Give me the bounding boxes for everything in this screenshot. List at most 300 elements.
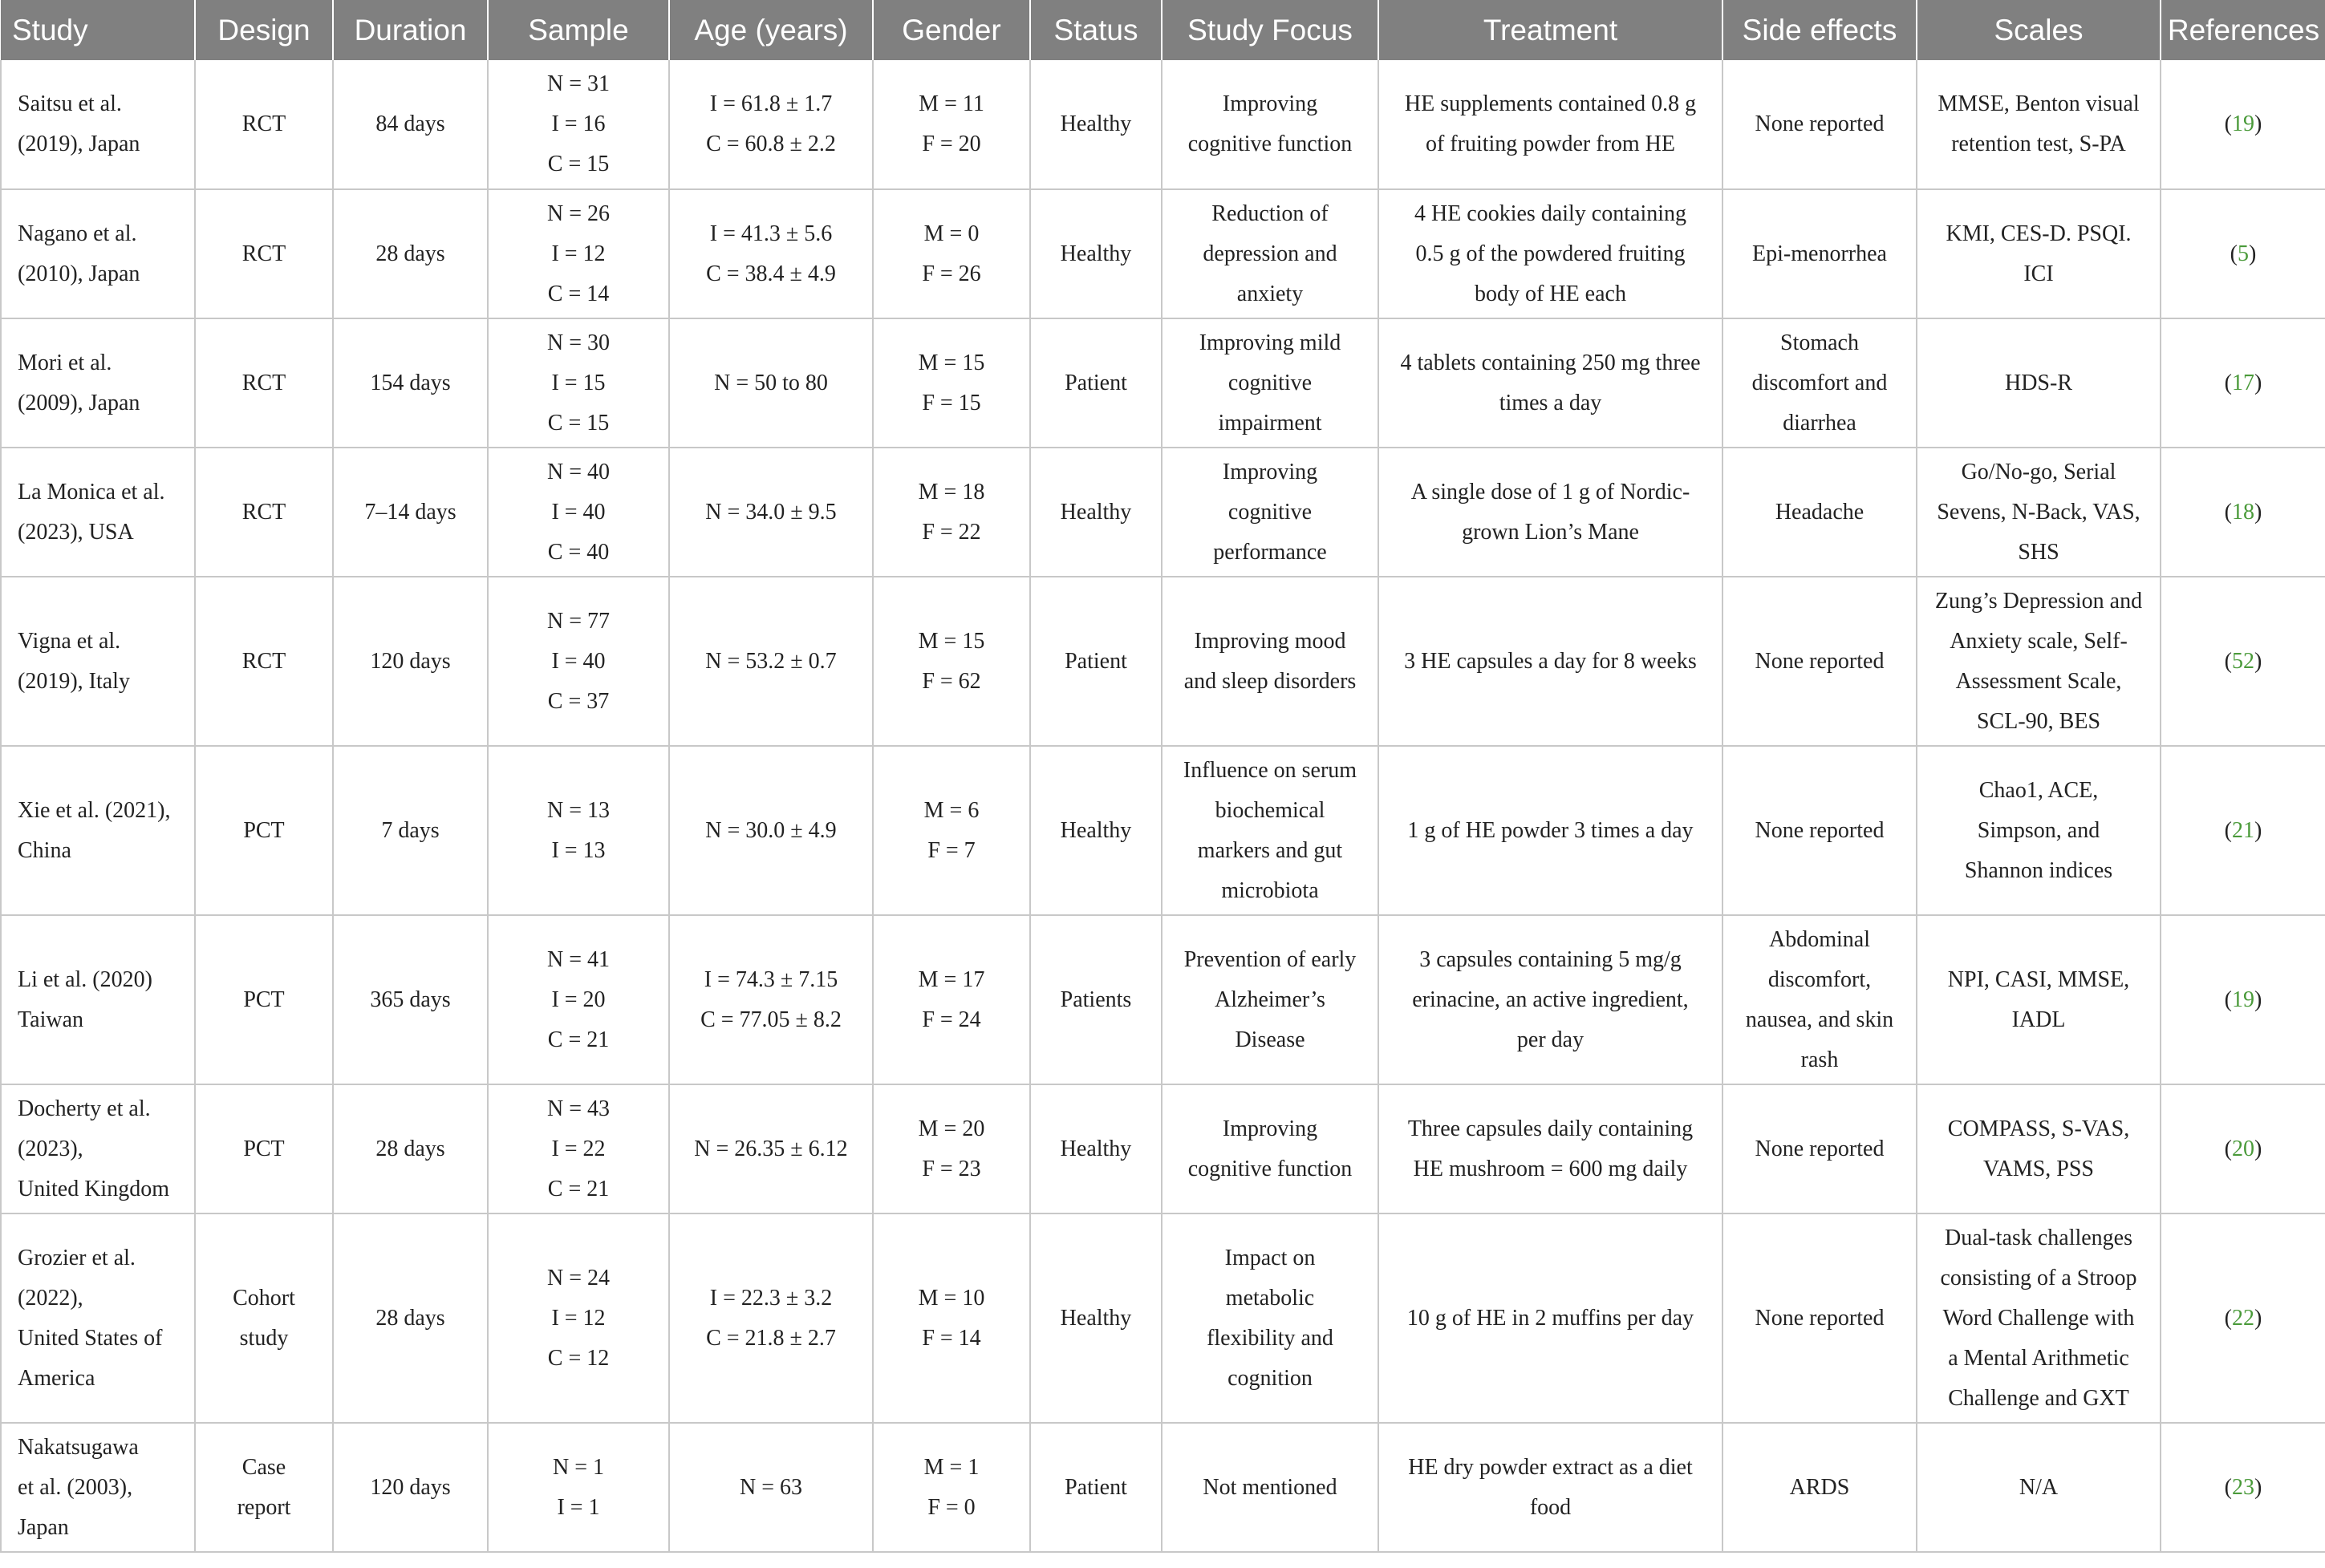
cell-line: I = 22 xyxy=(551,1136,606,1161)
cell-line: I = 40 xyxy=(551,648,606,674)
cell-line: Three capsules daily containing xyxy=(1407,1116,1694,1141)
cell-line: Patient xyxy=(1065,370,1127,395)
open-paren: ( xyxy=(2224,1136,2232,1161)
scales-cell xyxy=(1917,1423,2161,1552)
duration-cell xyxy=(333,318,488,448)
cell-line: Anxiety scale, Self- xyxy=(1950,628,2128,654)
age-cell xyxy=(669,1084,873,1213)
cell-line: 28 days xyxy=(375,1305,445,1331)
cell-line: M = 0 xyxy=(923,221,980,246)
gender-cell xyxy=(873,1084,1030,1213)
cell-line: cognitive xyxy=(1227,499,1313,525)
cell-line: Dual-task challenges xyxy=(1944,1225,2133,1250)
table-row xyxy=(1,60,2325,189)
cell-line: Headache xyxy=(1775,499,1864,525)
gender-cell xyxy=(873,448,1030,577)
cell-line: erinacine, an active ingredient, xyxy=(1412,987,1689,1012)
cell-line: M = 10 xyxy=(918,1285,985,1311)
scales-cell xyxy=(1917,448,2161,577)
study-cell xyxy=(1,448,195,577)
references-cell xyxy=(2161,318,2325,448)
cell-line: 84 days xyxy=(375,111,445,136)
treatment-cell xyxy=(1378,1213,1722,1423)
cell-line: N = 63 xyxy=(739,1474,802,1500)
table-header-row xyxy=(1,0,2325,60)
cell-line: COMPASS, S-VAS, xyxy=(1947,1116,2130,1141)
cell-line: 10 g of HE in 2 muffins per day xyxy=(1406,1305,1694,1331)
study-focus-cell xyxy=(1162,318,1378,448)
scales-cell xyxy=(1917,577,2161,746)
cell-line: SHS xyxy=(2018,539,2059,565)
cell-line: Xie et al. (2021), xyxy=(18,797,171,823)
open-paren: ( xyxy=(2224,987,2232,1012)
references-cell xyxy=(2161,746,2325,915)
side-effects-cell xyxy=(1722,448,1917,577)
cell-line: Improving xyxy=(1222,91,1318,116)
study-focus-cell xyxy=(1162,1213,1378,1423)
cell-line: I = 20 xyxy=(551,987,606,1012)
scales-cell xyxy=(1917,189,2161,318)
scales-cell xyxy=(1917,746,2161,915)
table-row xyxy=(1,189,2325,318)
cell-line: HDS-R xyxy=(2004,370,2072,395)
cell-line: C = 38.4 ± 4.9 xyxy=(706,261,836,286)
references-cell xyxy=(2161,1084,2325,1213)
status-cell xyxy=(1030,448,1162,577)
column-header-gender: Gender xyxy=(873,0,1030,60)
cell-line: metabolic xyxy=(1225,1285,1315,1311)
side-effects-cell xyxy=(1722,915,1917,1084)
cell-line: N = 31 xyxy=(546,71,610,96)
references-cell xyxy=(2161,448,2325,577)
column-header-scales: Scales xyxy=(1917,0,2161,60)
cell-line: Healthy xyxy=(1060,1305,1132,1331)
cell-line: N = 40 xyxy=(546,459,610,484)
cell-line: PCT xyxy=(243,817,285,843)
cell-line: N = 1 xyxy=(552,1454,604,1480)
cell-line: C = 15 xyxy=(547,410,610,436)
scales-cell xyxy=(1917,1084,2161,1213)
cell-line: RCT xyxy=(241,111,286,136)
status-cell xyxy=(1030,1213,1162,1423)
cell-line: F = 62 xyxy=(922,668,981,694)
status-cell xyxy=(1030,189,1162,318)
cell-line: Japan xyxy=(18,1514,69,1540)
side-effects-cell xyxy=(1722,1084,1917,1213)
sample-cell xyxy=(488,1084,669,1213)
cell-line: times a day xyxy=(1499,390,1602,415)
cell-line: I = 22.3 ± 3.2 xyxy=(709,1285,833,1311)
close-paren: ) xyxy=(2254,648,2262,674)
study-focus-cell xyxy=(1162,915,1378,1084)
cell-line: markers and gut xyxy=(1197,837,1343,863)
reference-link[interactable]: 21 xyxy=(2232,817,2254,843)
cell-line: 120 days xyxy=(370,648,451,674)
cell-line: Taiwan xyxy=(18,1007,84,1032)
cell-line: (2022), xyxy=(18,1285,83,1311)
cell-line: Patients xyxy=(1060,987,1132,1012)
study-focus-cell xyxy=(1162,1423,1378,1552)
study-cell xyxy=(1,60,195,189)
sample-cell xyxy=(488,1213,669,1423)
column-header-age-years: Age (years) xyxy=(669,0,873,60)
cell-line: body of HE each xyxy=(1475,281,1626,306)
cell-line: N = 77 xyxy=(546,608,610,634)
sample-cell xyxy=(488,1423,669,1552)
duration-cell xyxy=(333,915,488,1084)
cell-line: Abdominal xyxy=(1769,926,1870,952)
column-header-side-effects: Side effects xyxy=(1722,0,1917,60)
cell-line: of fruiting powder from HE xyxy=(1425,132,1676,156)
cell-line: Improving xyxy=(1222,459,1318,484)
references-cell xyxy=(2161,915,2325,1084)
cell-line: Nakatsugawa xyxy=(18,1434,139,1460)
cell-line: impairment xyxy=(1218,410,1322,436)
reference-link[interactable]: 52 xyxy=(2232,648,2254,674)
age-cell xyxy=(669,1423,873,1552)
cell-line: F = 15 xyxy=(922,390,981,415)
cell-line: M = 15 xyxy=(918,628,985,654)
table-row xyxy=(1,746,2325,915)
cell-line: I = 13 xyxy=(551,837,606,863)
close-paren: ) xyxy=(2254,370,2262,395)
cell-line: microbiota xyxy=(1221,877,1319,903)
cell-line: 1 g of HE powder 3 times a day xyxy=(1407,817,1694,843)
cell-line: None reported xyxy=(1755,111,1885,136)
cell-line: 7 days xyxy=(381,817,440,843)
duration-cell xyxy=(333,577,488,746)
reference-link[interactable]: 5 xyxy=(2238,241,2249,266)
cell-line: 120 days xyxy=(370,1474,451,1500)
cell-line: RCT xyxy=(241,648,286,674)
cell-line: Chao1, ACE, xyxy=(1978,777,2099,803)
table-body xyxy=(1,60,2325,1552)
cell-line: (2023), USA xyxy=(18,519,134,545)
column-header-duration: Duration xyxy=(333,0,488,60)
treatment-cell xyxy=(1378,189,1722,318)
sample-cell xyxy=(488,189,669,318)
cell-line: Nagano et al. xyxy=(18,221,137,246)
cell-line: Grozier et al. xyxy=(18,1245,136,1270)
study-focus-cell xyxy=(1162,448,1378,577)
cell-line: C = 21.8 ± 2.7 xyxy=(706,1325,836,1351)
treatment-cell xyxy=(1378,746,1722,915)
cell-line: Improving mood xyxy=(1194,628,1346,654)
cell-line: ICI xyxy=(2023,261,2054,286)
treatment-cell xyxy=(1378,318,1722,448)
cell-line: Healthy xyxy=(1060,1136,1132,1161)
cell-line: flexibility and xyxy=(1207,1325,1333,1351)
open-paren: ( xyxy=(2224,499,2232,525)
status-cell xyxy=(1030,1423,1162,1552)
reference-link[interactable]: 17 xyxy=(2232,370,2254,395)
cell-line: C = 77.05 ± 8.2 xyxy=(700,1007,842,1032)
cell-line: Zung’s Depression and xyxy=(1934,588,2143,614)
gender-cell xyxy=(873,60,1030,189)
scales-cell xyxy=(1917,1213,2161,1423)
duration-cell xyxy=(333,1213,488,1423)
column-header-treatment: Treatment xyxy=(1378,0,1722,60)
cell-line: America xyxy=(18,1365,95,1391)
study-cell xyxy=(1,577,195,746)
cell-line: a Mental Arithmetic xyxy=(1948,1345,2129,1371)
open-paren: ( xyxy=(2224,648,2232,674)
cell-line: 365 days xyxy=(370,987,451,1012)
cell-line: I = 12 xyxy=(551,1305,606,1331)
references-cell xyxy=(2161,1213,2325,1423)
treatment-cell xyxy=(1378,1423,1722,1552)
cell-line: M = 11 xyxy=(919,91,984,116)
study-focus-cell xyxy=(1162,189,1378,318)
cell-line: Case xyxy=(241,1454,286,1480)
cell-line: HE supplements contained 0.8 g xyxy=(1404,91,1697,116)
study-focus-cell xyxy=(1162,577,1378,746)
treatment-cell xyxy=(1378,448,1722,577)
cell-line: nausea, and skin xyxy=(1745,1007,1894,1032)
cell-line: ARDS xyxy=(1789,1474,1850,1500)
cell-line: None reported xyxy=(1755,817,1885,843)
age-cell xyxy=(669,577,873,746)
table-row xyxy=(1,1423,2325,1552)
cell-line: C = 37 xyxy=(547,688,610,714)
cell-line: China xyxy=(18,837,71,863)
sample-cell xyxy=(488,448,669,577)
cell-line: N = 30 xyxy=(546,330,610,355)
cell-line: 154 days xyxy=(370,370,451,395)
cell-line: None reported xyxy=(1755,648,1885,674)
cell-line: C = 15 xyxy=(547,152,610,176)
cell-line: I = 1 xyxy=(557,1494,600,1520)
cell-line: report xyxy=(237,1494,291,1520)
cell-line: RCT xyxy=(241,370,286,395)
cell-line: C = 21 xyxy=(547,1176,610,1201)
cell-line: discomfort, xyxy=(1767,966,1872,992)
cell-line: F = 26 xyxy=(922,261,981,286)
cell-line: Simpson, and xyxy=(1977,817,2100,843)
cell-line: cognitive function xyxy=(1187,132,1353,156)
table-row xyxy=(1,1213,2325,1423)
design-cell xyxy=(195,318,333,448)
reference-link[interactable]: 20 xyxy=(2232,1136,2254,1161)
reference-link[interactable]: 23 xyxy=(2232,1474,2254,1500)
design-cell xyxy=(195,448,333,577)
cell-line: N = 53.2 ± 0.7 xyxy=(705,648,837,674)
cell-line: HE mushroom = 600 mg daily xyxy=(1413,1156,1688,1181)
cell-line: N = 24 xyxy=(546,1265,610,1290)
cell-line: Go/No-go, Serial xyxy=(1961,459,2116,484)
cell-line: Assessment Scale, xyxy=(1955,668,2122,694)
cell-line: retention test, S-PA xyxy=(1951,132,2126,156)
cell-line: I = 15 xyxy=(551,370,606,395)
age-cell xyxy=(669,318,873,448)
cell-line: C = 12 xyxy=(547,1345,610,1371)
treatment-cell xyxy=(1378,60,1722,189)
table-row xyxy=(1,318,2325,448)
cell-line: Influence on serum xyxy=(1183,757,1357,783)
cell-line: Patient xyxy=(1065,648,1127,674)
sample-cell xyxy=(488,318,669,448)
cell-line: and sleep disorders xyxy=(1183,668,1357,694)
cell-line: Prevention of early xyxy=(1183,946,1357,972)
open-paren: ( xyxy=(2224,1305,2232,1331)
study-cell xyxy=(1,1213,195,1423)
cell-line: Stomach xyxy=(1780,330,1859,355)
cell-line: anxiety xyxy=(1236,281,1304,306)
cell-line: M = 17 xyxy=(918,966,985,992)
cell-line: C = 60.8 ± 2.2 xyxy=(706,132,836,156)
gender-cell xyxy=(873,1423,1030,1552)
cell-line: diarrhea xyxy=(1783,410,1856,436)
cell-line: Healthy xyxy=(1060,111,1132,136)
cell-line: Not mentioned xyxy=(1203,1474,1337,1500)
cell-line: grown Lion’s Mane xyxy=(1462,519,1639,545)
close-paren: ) xyxy=(2254,1136,2262,1161)
status-cell xyxy=(1030,1084,1162,1213)
design-cell xyxy=(195,577,333,746)
study-cell xyxy=(1,915,195,1084)
cell-line: United States of xyxy=(18,1325,163,1351)
design-cell xyxy=(195,1213,333,1423)
cell-line: PCT xyxy=(243,1136,285,1161)
cell-line: food xyxy=(1529,1494,1572,1520)
cell-line: I = 16 xyxy=(551,111,606,136)
cell-line: F = 24 xyxy=(922,1007,981,1032)
cell-line: Healthy xyxy=(1060,241,1132,266)
cell-line: M = 6 xyxy=(923,797,980,823)
treatment-cell xyxy=(1378,915,1722,1084)
cell-line: F = 20 xyxy=(922,132,981,156)
status-cell xyxy=(1030,318,1162,448)
sample-cell xyxy=(488,915,669,1084)
study-cell xyxy=(1,746,195,915)
cell-line: M = 1 xyxy=(923,1454,980,1480)
cell-line: IADL xyxy=(2011,1007,2066,1032)
status-cell xyxy=(1030,746,1162,915)
age-cell xyxy=(669,915,873,1084)
status-cell xyxy=(1030,915,1162,1084)
reference-link[interactable]: 19 xyxy=(2232,987,2254,1012)
cell-line: discomfort and xyxy=(1751,370,1888,395)
gender-cell xyxy=(873,1213,1030,1423)
table-row xyxy=(1,1084,2325,1213)
cell-line: C = 40 xyxy=(547,539,610,565)
cell-line: 3 capsules containing 5 mg/g xyxy=(1419,946,1682,972)
cell-line: I = 12 xyxy=(551,241,606,266)
cell-line: Li et al. (2020) xyxy=(18,966,152,992)
sample-cell xyxy=(488,60,669,189)
cell-line: F = 22 xyxy=(922,519,981,545)
cell-line: None reported xyxy=(1755,1136,1885,1161)
cell-line: 7–14 days xyxy=(364,499,456,525)
side-effects-cell xyxy=(1722,189,1917,318)
cell-line: F = 0 xyxy=(927,1494,976,1520)
cell-line: MMSE, Benton visual xyxy=(1938,91,2140,116)
scales-cell xyxy=(1917,318,2161,448)
cell-line: et al. (2003), xyxy=(18,1474,133,1500)
cell-line: 3 HE capsules a day for 8 weeks xyxy=(1404,648,1697,674)
cell-line: I = 74.3 ± 7.15 xyxy=(704,966,838,992)
cell-line: Docherty et al. xyxy=(18,1096,151,1121)
design-cell xyxy=(195,189,333,318)
status-cell xyxy=(1030,577,1162,746)
duration-cell xyxy=(333,1084,488,1213)
cell-line: N = 13 xyxy=(546,797,610,823)
references-cell xyxy=(2161,1423,2325,1552)
close-paren: ) xyxy=(2254,1305,2262,1331)
duration-cell xyxy=(333,60,488,189)
gender-cell xyxy=(873,318,1030,448)
references-cell xyxy=(2161,189,2325,318)
treatment-cell xyxy=(1378,577,1722,746)
cell-line: F = 7 xyxy=(927,837,976,863)
cell-line: N = 30.0 ± 4.9 xyxy=(705,817,837,843)
reference-link[interactable]: 22 xyxy=(2232,1305,2254,1331)
cell-line: HE dry powder extract as a diet xyxy=(1408,1454,1693,1480)
side-effects-cell xyxy=(1722,318,1917,448)
cell-line: Reduction of xyxy=(1211,201,1329,226)
open-paren: ( xyxy=(2230,241,2238,266)
age-cell xyxy=(669,1213,873,1423)
age-cell xyxy=(669,448,873,577)
cell-line: N/A xyxy=(2019,1474,2059,1500)
side-effects-cell xyxy=(1722,746,1917,915)
cell-line: Saitsu et al. xyxy=(18,91,122,116)
cell-line: I = 40 xyxy=(551,499,606,525)
design-cell xyxy=(195,1423,333,1552)
study-cell xyxy=(1,1423,195,1552)
references-cell xyxy=(2161,60,2325,189)
cell-line: performance xyxy=(1213,539,1327,565)
cell-line: rash xyxy=(1800,1047,1839,1072)
table-row xyxy=(1,448,2325,577)
cell-line: (2019), Japan xyxy=(18,132,140,156)
design-cell xyxy=(195,746,333,915)
sample-cell xyxy=(488,746,669,915)
close-paren: ) xyxy=(2254,817,2262,843)
cell-line: N = 34.0 ± 9.5 xyxy=(705,499,837,525)
side-effects-cell xyxy=(1722,1213,1917,1423)
reference-link[interactable]: 18 xyxy=(2232,499,2254,525)
gender-cell xyxy=(873,577,1030,746)
cell-line: C = 14 xyxy=(547,281,610,306)
gender-cell xyxy=(873,915,1030,1084)
cell-line: La Monica et al. xyxy=(18,479,165,504)
cell-line: KMI, CES-D. PSQI. xyxy=(1946,221,2132,246)
gender-cell xyxy=(873,746,1030,915)
study-focus-cell xyxy=(1162,60,1378,189)
side-effects-cell xyxy=(1722,577,1917,746)
cell-line: consisting of a Stroop xyxy=(1940,1265,2137,1290)
status-cell xyxy=(1030,60,1162,189)
cell-line: biochemical xyxy=(1215,797,1325,823)
duration-cell xyxy=(333,1423,488,1552)
side-effects-cell xyxy=(1722,60,1917,189)
table-row xyxy=(1,915,2325,1084)
table-row xyxy=(1,577,2325,746)
cell-line: Mori et al. xyxy=(18,350,112,375)
cell-line: Epi-menorrhea xyxy=(1752,241,1887,266)
cell-line: M = 18 xyxy=(918,479,985,504)
column-header-status: Status xyxy=(1030,0,1162,60)
age-cell xyxy=(669,746,873,915)
cell-line: cognition xyxy=(1227,1365,1313,1391)
cell-line: Improving mild xyxy=(1199,330,1341,355)
reference-link[interactable]: 19 xyxy=(2232,111,2254,136)
duration-cell xyxy=(333,189,488,318)
cell-line: C = 21 xyxy=(547,1027,610,1052)
cell-line: PCT xyxy=(243,987,285,1012)
gender-cell xyxy=(873,189,1030,318)
